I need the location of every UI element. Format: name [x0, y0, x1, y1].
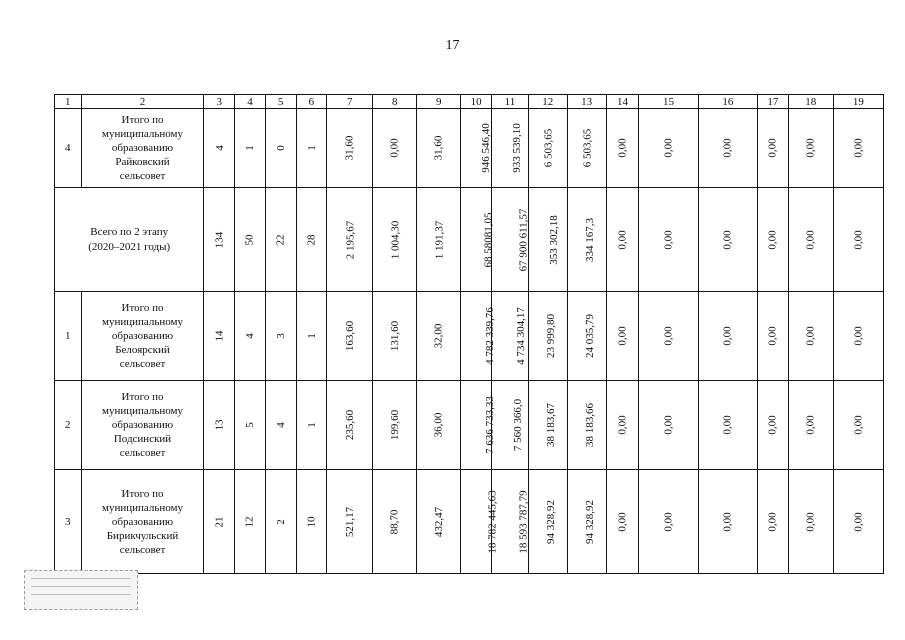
table-cell: 38 183,67: [528, 381, 567, 470]
table-cell: 521,17: [327, 470, 373, 574]
column-header: 13: [567, 95, 606, 109]
row-name-line: Итого по: [121, 114, 164, 126]
table-row: [55, 381, 884, 470]
column-header: 9: [417, 95, 461, 109]
row-name: [81, 292, 204, 381]
table-cell: 18 782 445,63: [461, 470, 492, 574]
row-number: 2: [55, 381, 82, 470]
column-header: 10: [461, 95, 492, 109]
column-header: 3: [204, 95, 235, 109]
page-number: 17: [445, 38, 460, 53]
table-cell: 2: [265, 470, 296, 574]
table-cell: 18 593 787,79: [491, 470, 528, 574]
table-cell: 946 546,40: [461, 109, 492, 188]
table-cell: 22: [265, 188, 296, 292]
table-cell: 235,60: [327, 381, 373, 470]
table-cell: 28: [296, 188, 327, 292]
column-header: 2: [81, 95, 204, 109]
table-cell: 0,00: [833, 381, 883, 470]
row-name: [81, 381, 204, 470]
faded-stamp: [24, 570, 138, 610]
table-cell: 31,60: [417, 109, 461, 188]
table-cell: 12: [235, 470, 266, 574]
table-cell: 0,00: [788, 470, 833, 574]
column-header: 7: [327, 95, 373, 109]
row-name-line: сельсовет: [119, 447, 166, 459]
table-cell: 4: [235, 292, 266, 381]
table-cell: 21: [204, 470, 235, 574]
row-name-line: образованию: [111, 330, 174, 342]
table-cell: 1: [296, 292, 327, 381]
table-cell: 0,00: [788, 292, 833, 381]
table-cell: 353 302,18: [528, 188, 567, 292]
row-name-line: образованию: [111, 142, 174, 154]
table-cell: 13: [204, 381, 235, 470]
table-cell: 0,00: [606, 292, 639, 381]
row-name-line: образованию: [111, 515, 174, 528]
table-cell: 0,00: [833, 292, 883, 381]
table-cell: 4: [204, 109, 235, 188]
table-cell: 38 183,66: [567, 381, 606, 470]
table-cell: 1: [296, 109, 327, 188]
table-cell: 0,00: [639, 109, 698, 188]
table-cell: 1 191,37: [417, 188, 461, 292]
table-row: [55, 109, 884, 188]
column-header: 17: [758, 95, 789, 109]
table-cell: 6 503,65: [567, 109, 606, 188]
data-table: [54, 94, 884, 574]
row-name-line: муниципальному: [102, 316, 184, 328]
table-cell: 1: [235, 109, 266, 188]
table-cell: 134: [204, 188, 235, 292]
column-header: 6: [296, 95, 327, 109]
table-cell: 0,00: [833, 470, 883, 574]
row-number: 4: [55, 109, 82, 188]
table-cell: 10: [296, 470, 327, 574]
table-cell: 0,00: [788, 109, 833, 188]
table-cell: 0,00: [373, 109, 417, 188]
table-cell: 7 636 733,33: [461, 381, 492, 470]
column-header: 8: [373, 95, 417, 109]
table-cell: 14: [204, 292, 235, 381]
row-name-line: образованию: [111, 419, 174, 431]
table-cell: 94 328,92: [567, 470, 606, 574]
column-header: 19: [833, 95, 883, 109]
table-cell: 67 900 611,57: [491, 188, 528, 292]
table-cell: 0,00: [606, 470, 639, 574]
table-cell: 0,00: [758, 470, 789, 574]
row-name-line: муниципальному: [102, 128, 184, 140]
table-cell: 0,00: [639, 188, 698, 292]
table-cell: 0,00: [606, 188, 639, 292]
table-cell: 4: [265, 381, 296, 470]
table-cell: 334 167,3: [567, 188, 606, 292]
row-name-line: сельсовет: [119, 358, 166, 370]
column-header: 14: [606, 95, 639, 109]
table-row: [55, 292, 884, 381]
row-name-line: Подсинский: [113, 433, 172, 445]
table-cell: 0,00: [788, 188, 833, 292]
table-cell: 0,00: [758, 381, 789, 470]
table-cell: 0,00: [758, 292, 789, 381]
table-cell: 199,60: [373, 381, 417, 470]
row-name-line: Бирикчульский: [106, 529, 179, 542]
row-name-line: Райковский: [115, 156, 170, 168]
table-cell: 32,00: [417, 292, 461, 381]
table-cell: 23 999,80: [528, 292, 567, 381]
total-label: [55, 188, 204, 292]
row-name-line: сельсовет: [119, 170, 166, 182]
table-cell: 0,00: [639, 292, 698, 381]
table-cell: 0,00: [698, 188, 757, 292]
column-header: 5: [265, 95, 296, 109]
table-cell: 131,60: [373, 292, 417, 381]
table-cell: 0,00: [606, 109, 639, 188]
column-header: 1: [55, 95, 82, 109]
table-cell: 36,00: [417, 381, 461, 470]
table-row-total: [55, 188, 884, 292]
table-cell: 68 58081,05: [461, 188, 492, 292]
row-number: 1: [55, 292, 82, 381]
table-cell: 0,00: [698, 470, 757, 574]
row-name-line: муниципальному: [102, 501, 184, 514]
row-name-line: Итого по: [121, 302, 164, 314]
column-header: 12: [528, 95, 567, 109]
column-header: 18: [788, 95, 833, 109]
table-cell: 0,00: [788, 381, 833, 470]
table-cell: 0,00: [639, 381, 698, 470]
column-header: 16: [698, 95, 757, 109]
table-cell: 0: [265, 109, 296, 188]
row-number: 3: [55, 470, 82, 574]
row-name-line: сельсовет: [119, 543, 166, 556]
table-cell: 6 503,65: [528, 109, 567, 188]
table-row: [55, 470, 884, 574]
table-cell: 24 035,79: [567, 292, 606, 381]
header-row: [55, 95, 884, 109]
table-cell: 0,00: [698, 109, 757, 188]
table-cell: 5: [235, 381, 266, 470]
row-name-line: Белоярский: [115, 344, 170, 356]
table-cell: 0,00: [833, 109, 883, 188]
table-cell: 0,00: [698, 292, 757, 381]
table-cell: 163,60: [327, 292, 373, 381]
column-header: 11: [491, 95, 528, 109]
table-cell: 1: [296, 381, 327, 470]
table-cell: 31,60: [327, 109, 373, 188]
table-cell: 4 782 339,76: [461, 292, 492, 381]
table-cell: 50: [235, 188, 266, 292]
table-cell: 432,47: [417, 470, 461, 574]
table-cell: 94 328,92: [528, 470, 567, 574]
row-name: [81, 470, 204, 574]
table-cell: 0,00: [833, 188, 883, 292]
column-header: 15: [639, 95, 698, 109]
table-cell: 3: [265, 292, 296, 381]
table-cell: 933 539,10: [491, 109, 528, 188]
table-cell: 2 195,67: [327, 188, 373, 292]
table-cell: 7 560 366,0: [491, 381, 528, 470]
table-cell: 0,00: [698, 381, 757, 470]
row-name-line: муниципальному: [102, 405, 184, 417]
table-cell: 1 004,30: [373, 188, 417, 292]
row-name-line: Итого по: [121, 391, 164, 403]
total-label-line: (2020–2021 годы): [88, 240, 171, 253]
table-cell: 0,00: [606, 381, 639, 470]
total-label-line: Всего по 2 этапу: [90, 225, 169, 238]
row-name: [81, 109, 204, 188]
table-cell: 0,00: [639, 470, 698, 574]
column-header: 4: [235, 95, 266, 109]
table-cell: 0,00: [758, 109, 789, 188]
table-cell: 4 734 304,17: [491, 292, 528, 381]
row-name-line: Итого по: [121, 487, 164, 500]
table-cell: 0,00: [758, 188, 789, 292]
table-cell: 88,70: [373, 470, 417, 574]
